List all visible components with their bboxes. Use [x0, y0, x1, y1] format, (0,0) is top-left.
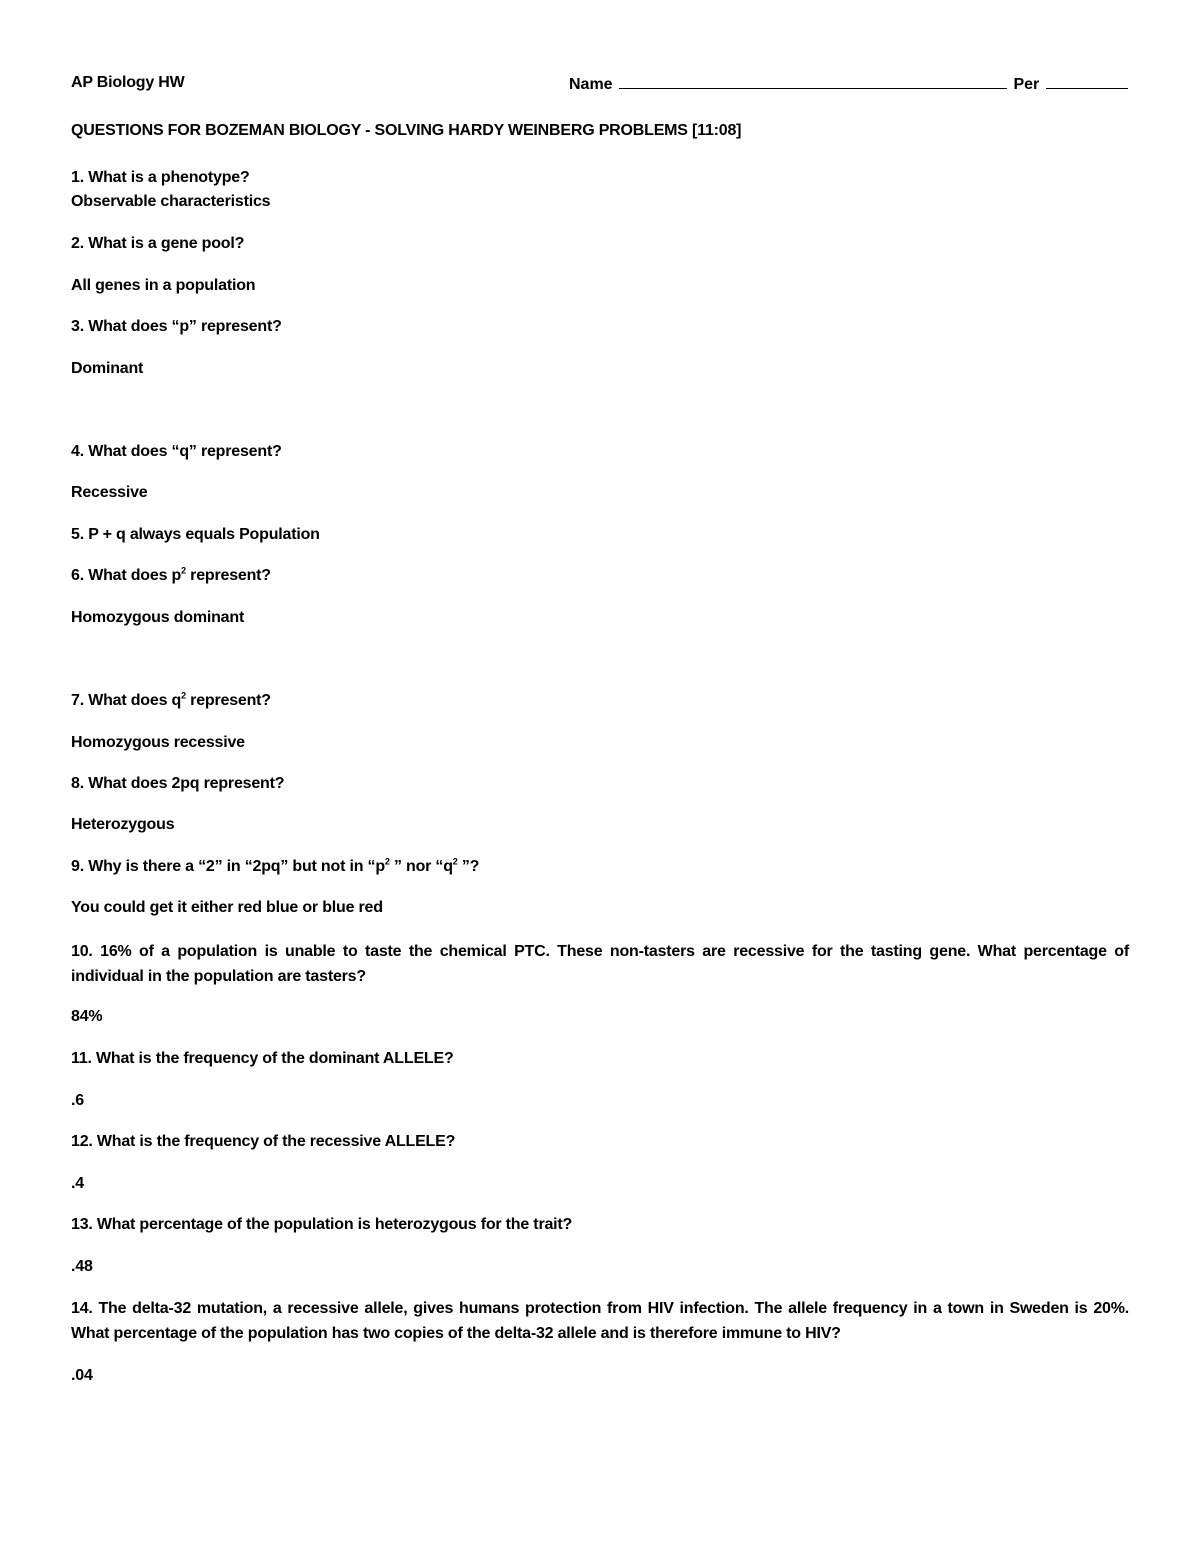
answer-10: 84%: [71, 1008, 103, 1025]
question-1: 1. What is a phenotype?: [71, 169, 250, 186]
question-9-sup-2: 2: [452, 856, 458, 867]
answer-4: Recessive: [71, 484, 148, 501]
answer-7: Homozygous recessive: [71, 734, 245, 751]
answer-8: Heterozygous: [71, 816, 175, 833]
answer-2: All genes in a population: [71, 277, 256, 294]
question-3: 3. What does “p” represent?: [71, 318, 282, 335]
question-14: 14. The delta-32 mutation, a recessive allele, gives humans protection from HIV infection. The allele frequency in a town in Sweden is 20%. What percentage of the population has two copies of the delta-32 allele and is therefore immune to HIV?: [71, 1300, 1129, 1342]
question-7: [71, 690, 271, 712]
worksheet-title: QUESTIONS FOR BOZEMAN BIOLOGY - SOLVING HARDY WEINBERG PROBLEMS [11:08]: [71, 122, 742, 139]
answer-3: Dominant: [71, 360, 144, 377]
question-12: 12. What is the frequency of the recessive ALLELE?: [71, 1133, 456, 1150]
question-11: 11. What is the frequency of the dominant ALLELE?: [71, 1050, 454, 1067]
name-blank-line[interactable]: [619, 72, 1007, 89]
question-10: 10. 16% of a population is unable to taste the chemical PTC. These non-tasters are recessive for the tasting gene. What percentage of individual in the population are tasters?: [71, 943, 1129, 985]
question-13: 13. What percentage of the population is heterozygous for the trait?: [71, 1216, 573, 1233]
answer-12: .4: [71, 1175, 84, 1192]
question-9-sup-1: 2: [384, 856, 390, 867]
name-label: Name: [569, 76, 613, 93]
question-2: 2. What is a gene pool?: [71, 235, 245, 252]
question-8: 8. What does 2pq represent?: [71, 775, 285, 792]
question-5: 5. P + q always equals Population: [71, 526, 320, 543]
answer-9: You could get it either red blue or blue red: [71, 899, 383, 916]
answer-13: .48: [71, 1258, 93, 1275]
answer-1: Observable characteristics: [71, 193, 271, 210]
question-6-pre: 6. What does p: [71, 567, 182, 584]
question-9-mid: ” nor “q: [389, 858, 453, 875]
question-6-sup: 2: [181, 565, 186, 576]
question-9-post: ”?: [457, 858, 480, 875]
per-blank-line[interactable]: [1046, 72, 1128, 89]
question-9: [71, 856, 479, 878]
per-label: Per: [1013, 76, 1040, 93]
question-6: [71, 565, 271, 587]
question-7-pre: 7. What does q: [71, 692, 182, 709]
answer-6: Homozygous dominant: [71, 609, 245, 626]
name-per-block: [569, 72, 1130, 96]
question-7-post: represent?: [185, 692, 271, 709]
question-6-post: represent?: [185, 567, 271, 584]
course-title: AP Biology HW: [71, 74, 185, 91]
question-4: 4. What does “q” represent?: [71, 443, 282, 460]
answer-14: .04: [71, 1367, 93, 1384]
question-7-sup: 2: [181, 690, 186, 701]
answer-11: .6: [71, 1092, 84, 1109]
question-9-pre: 9. Why is there a “2” in “2pq” but not in “p: [71, 858, 385, 875]
